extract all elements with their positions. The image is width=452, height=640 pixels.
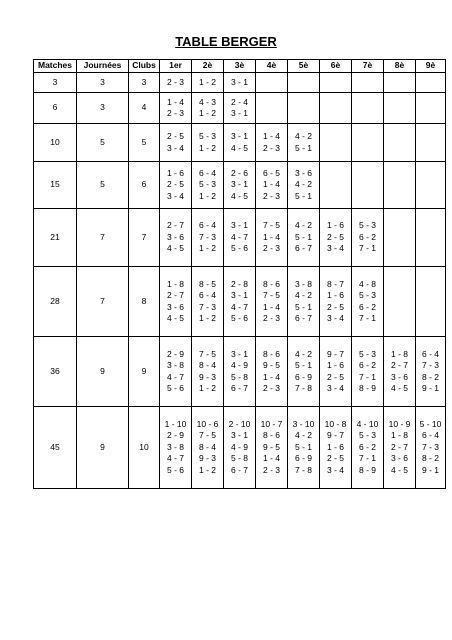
round-cell (288, 209, 320, 267)
round-cell (192, 124, 224, 162)
match-pairing: 4 - 5 (166, 243, 184, 254)
match-pairing: 5 - 1 (294, 360, 312, 370)
match-pairing: 8 - 9 (358, 464, 376, 475)
header-row (34, 60, 446, 73)
match-pairing: 6 - 9 (294, 371, 312, 382)
round-cell (416, 209, 446, 267)
round-cell (352, 337, 384, 407)
match-pairing: 5 - 6 (230, 243, 248, 254)
round-cell (256, 162, 288, 209)
match-pairing: 3 - 8 (166, 441, 184, 452)
matches-cell: 10 (34, 124, 77, 162)
match-pairing: 5 - 1 (294, 231, 312, 242)
match-pairing: 5 - 10 (419, 418, 442, 429)
match-pairing: 1 - 2 (198, 464, 216, 475)
clubs-cell: 3 (129, 73, 160, 93)
match-pairing: 9 - 5 (262, 360, 280, 370)
header-clubs: Clubs (129, 60, 160, 73)
matches-cell: 6 (34, 93, 77, 124)
journees-cell: 9 (77, 337, 129, 407)
match-pairing: 4 - 8 (358, 278, 376, 289)
clubs-cell: 10 (129, 407, 160, 489)
match-pairing: 7 - 5 (198, 430, 216, 441)
journees-cell: 7 (77, 209, 129, 267)
round-cell (160, 267, 192, 337)
table-row (34, 337, 446, 407)
match-pairing: 1 - 6 (166, 167, 184, 178)
round-cell (256, 407, 288, 489)
round-cell (320, 407, 352, 489)
match-pairing: 2 - 3 (262, 313, 280, 323)
header-round-2: 2è (192, 60, 224, 73)
match-pairing: 1 - 4 (262, 301, 280, 312)
match-pairing: 4 - 2 (294, 131, 312, 141)
round-cell (288, 337, 320, 407)
match-pairing: 2 - 3 (262, 464, 280, 475)
match-pairing: 7 - 3 (421, 360, 439, 370)
round-cell (416, 124, 446, 162)
matches-cell: 45 (34, 407, 77, 489)
round-cell (416, 93, 446, 124)
match-pairing: 7 - 3 (198, 231, 216, 242)
match-pairing: 3 - 1 (230, 220, 248, 231)
match-pairing: 5 - 3 (198, 131, 216, 141)
match-pairing: 6 - 2 (358, 231, 376, 242)
match-pairing: 7 - 1 (358, 243, 376, 254)
round-cell (320, 73, 352, 93)
match-pairing: 4 - 9 (230, 441, 248, 452)
round-cell (256, 124, 288, 162)
match-pairing: 10 - 8 (324, 418, 347, 429)
match-pairing: 5 - 8 (230, 371, 248, 382)
round-cell (352, 407, 384, 489)
match-pairing: 4 - 2 (294, 290, 312, 300)
round-cell (160, 407, 192, 489)
match-pairing: 7 - 1 (358, 371, 376, 382)
match-pairing: 1 - 4 (262, 179, 280, 190)
match-pairing: 1 - 8 (390, 348, 408, 359)
match-pairing: 2 - 3 (262, 243, 280, 254)
round-cell (288, 407, 320, 489)
match-pairing: 5 - 8 (230, 453, 248, 464)
round-cell (192, 337, 224, 407)
round-cell (384, 124, 416, 162)
match-pairing: 3 - 1 (230, 290, 248, 300)
round-cell (384, 407, 416, 489)
match-pairing: 1 - 2 (198, 313, 216, 323)
match-pairing: 4 - 5 (390, 464, 408, 475)
round-cell (288, 267, 320, 337)
match-pairing: 3 - 8 (166, 360, 184, 370)
match-pairing: 3 - 6 (294, 167, 312, 178)
match-pairing: 5 - 6 (166, 383, 184, 393)
match-pairing: 6 - 7 (230, 464, 248, 475)
round-cell (192, 267, 224, 337)
match-pairing: 1 - 4 (166, 96, 184, 107)
match-pairing: 6 - 4 (198, 167, 216, 178)
match-pairing: 6 - 4 (421, 348, 439, 359)
table-row (34, 93, 446, 124)
match-pairing: 1 - 6 (326, 220, 344, 231)
match-pairing: 2 - 3 (262, 383, 280, 393)
match-pairing: 4 - 5 (390, 383, 408, 393)
match-pairing: 2 - 5 (166, 179, 184, 190)
match-pairing: 3 - 10 (292, 418, 315, 429)
page-title: TABLE BERGER (175, 34, 277, 49)
round-cell (256, 337, 288, 407)
round-cell (352, 267, 384, 337)
round-cell (224, 93, 256, 124)
header-matches: Matches (34, 60, 77, 73)
match-pairing: 6 - 5 (262, 167, 280, 178)
match-pairing: 3 - 6 (390, 453, 408, 464)
match-pairing: 1 - 4 (262, 453, 280, 464)
match-pairing: 3 - 1 (230, 430, 248, 441)
match-pairing: 6 - 7 (230, 383, 248, 393)
match-pairing: 2 - 6 (230, 167, 248, 178)
matches-cell: 15 (34, 162, 77, 209)
round-cell (320, 267, 352, 337)
match-pairing: 4 - 9 (230, 360, 248, 370)
round-cell (352, 124, 384, 162)
match-pairing: 3 - 1 (230, 131, 248, 141)
match-pairing: 6 - 4 (198, 290, 216, 300)
match-pairing: 8 - 9 (358, 383, 376, 393)
round-cell (160, 93, 192, 124)
round-cell (416, 407, 446, 489)
match-pairing: 4 - 5 (230, 190, 248, 201)
round-cell (320, 124, 352, 162)
match-pairing: 2 - 10 (228, 418, 251, 429)
journees-cell: 9 (77, 407, 129, 489)
round-cell (288, 162, 320, 209)
match-pairing: 8 - 6 (262, 348, 280, 359)
match-pairing: 2 - 7 (166, 220, 184, 231)
match-pairing: 6 - 4 (198, 220, 216, 231)
round-cell (192, 209, 224, 267)
match-pairing: 2 - 9 (166, 430, 184, 441)
match-pairing: 5 - 6 (230, 313, 248, 323)
match-pairing: 5 - 3 (358, 220, 376, 231)
matches-cell: 21 (34, 209, 77, 267)
match-pairing: 1 - 2 (198, 383, 216, 393)
round-cell (224, 162, 256, 209)
match-pairing: 7 - 8 (294, 464, 312, 475)
clubs-cell: 7 (129, 209, 160, 267)
match-pairing: 1 - 2 (198, 76, 216, 87)
clubs-cell: 5 (129, 124, 160, 162)
round-cell (256, 267, 288, 337)
matches-cell: 3 (34, 73, 77, 93)
match-pairing: 4 - 2 (294, 430, 312, 441)
clubs-cell: 9 (129, 337, 160, 407)
match-pairing: 4 - 7 (166, 453, 184, 464)
match-pairing: 2 - 5 (326, 371, 344, 382)
match-pairing: 3 - 6 (390, 371, 408, 382)
table-body (34, 73, 446, 489)
match-pairing: 7 - 3 (421, 441, 439, 452)
match-pairing: 5 - 1 (294, 301, 312, 312)
match-pairing: 9 - 7 (326, 348, 344, 359)
match-pairing: 1 - 6 (326, 441, 344, 452)
match-pairing: 2 - 7 (166, 290, 184, 300)
clubs-cell: 6 (129, 162, 160, 209)
journees-cell: 3 (77, 93, 129, 124)
match-pairing: 2 - 9 (166, 348, 184, 359)
match-pairing: 1 - 2 (198, 108, 216, 118)
round-cell (416, 162, 446, 209)
round-cell (224, 337, 256, 407)
match-pairing: 2 - 7 (390, 360, 408, 370)
round-cell (352, 93, 384, 124)
round-cell (224, 73, 256, 93)
round-cell (320, 337, 352, 407)
match-pairing: 3 - 4 (326, 464, 344, 475)
journees-cell: 5 (77, 162, 129, 209)
match-pairing: 8 - 7 (326, 278, 344, 289)
round-cell (352, 73, 384, 93)
round-cell (352, 209, 384, 267)
match-pairing: 3 - 4 (326, 243, 344, 254)
round-cell (160, 337, 192, 407)
match-pairing: 4 - 7 (230, 231, 248, 242)
round-cell (160, 124, 192, 162)
match-pairing: 10 - 7 (260, 418, 283, 429)
match-pairing: 3 - 4 (326, 383, 344, 393)
match-pairing: 4 - 2 (294, 179, 312, 190)
match-pairing: 3 - 6 (166, 301, 184, 312)
journees-cell: 7 (77, 267, 129, 337)
match-pairing: 2 - 5 (326, 231, 344, 242)
match-pairing: 2 - 5 (166, 131, 184, 141)
round-cell (384, 267, 416, 337)
match-pairing: 1 - 4 (262, 231, 280, 242)
match-pairing: 9 - 1 (421, 383, 439, 393)
match-pairing: 5 - 1 (294, 142, 312, 153)
match-pairing: 1 - 10 (164, 418, 187, 429)
match-pairing: 2 - 4 (230, 96, 248, 107)
round-cell (384, 337, 416, 407)
round-cell (288, 93, 320, 124)
match-pairing: 2 - 7 (390, 441, 408, 452)
match-pairing: 3 - 4 (326, 313, 344, 323)
round-cell (288, 124, 320, 162)
round-cell (384, 73, 416, 93)
match-pairing: 4 - 3 (198, 96, 216, 107)
match-pairing: 7 - 5 (262, 290, 280, 300)
round-cell (320, 209, 352, 267)
header-round-5: 5è (288, 60, 320, 73)
journees-cell: 3 (77, 73, 129, 93)
match-pairing: 7 - 3 (198, 301, 216, 312)
match-pairing: 3 - 8 (294, 278, 312, 289)
round-cell (416, 73, 446, 93)
match-pairing: 3 - 4 (166, 190, 184, 201)
match-pairing: 7 - 5 (198, 348, 216, 359)
match-pairing: 7 - 5 (262, 220, 280, 231)
match-pairing: 8 - 6 (262, 278, 280, 289)
round-cell (288, 73, 320, 93)
round-cell (416, 267, 446, 337)
match-pairing: 5 - 3 (358, 430, 376, 441)
header-round-3: 3è (224, 60, 256, 73)
round-cell (320, 93, 352, 124)
match-pairing: 5 - 6 (166, 464, 184, 475)
match-pairing: 7 - 1 (358, 453, 376, 464)
round-cell (192, 162, 224, 209)
match-pairing: 3 - 4 (166, 142, 184, 153)
match-pairing: 1 - 2 (198, 142, 216, 153)
match-pairing: 5 - 1 (294, 441, 312, 452)
round-cell (224, 267, 256, 337)
match-pairing: 6 - 2 (358, 301, 376, 312)
match-pairing: 3 - 1 (230, 76, 248, 87)
round-cell (256, 93, 288, 124)
header-round-8: 8è (384, 60, 416, 73)
match-pairing: 1 - 8 (390, 430, 408, 441)
match-pairing: 2 - 5 (326, 301, 344, 312)
match-pairing: 10 - 6 (196, 418, 219, 429)
match-pairing: 2 - 8 (230, 278, 248, 289)
match-pairing: 1 - 4 (262, 131, 280, 141)
round-cell (384, 209, 416, 267)
match-pairing: 4 - 2 (294, 220, 312, 231)
match-pairing: 1 - 6 (326, 360, 344, 370)
match-pairing: 4 - 2 (294, 348, 312, 359)
match-pairing: 7 - 1 (358, 313, 376, 323)
round-cell (256, 209, 288, 267)
header-round-1: 1er (160, 60, 192, 73)
match-pairing: 6 - 4 (421, 430, 439, 441)
round-cell (224, 209, 256, 267)
match-pairing: 3 - 1 (230, 179, 248, 190)
table-row (34, 209, 446, 267)
table-row (34, 407, 446, 489)
round-cell (384, 93, 416, 124)
match-pairing: 9 - 3 (198, 371, 216, 382)
match-pairing: 3 - 1 (230, 348, 248, 359)
match-pairing: 8 - 2 (421, 453, 439, 464)
match-pairing: 2 - 3 (166, 108, 184, 118)
match-pairing: 5 - 3 (198, 179, 216, 190)
table-row (34, 124, 446, 162)
match-pairing: 1 - 2 (198, 190, 216, 201)
match-pairing: 4 - 5 (166, 313, 184, 323)
match-pairing: 3 - 1 (230, 108, 248, 118)
header-round-9: 9è (416, 60, 446, 73)
match-pairing: 2 - 3 (262, 142, 280, 153)
round-cell (160, 209, 192, 267)
match-pairing: 2 - 3 (262, 190, 280, 201)
table-row (34, 73, 446, 93)
match-pairing: 6 - 9 (294, 453, 312, 464)
header-round-6: 6è (320, 60, 352, 73)
match-pairing: 1 - 2 (198, 243, 216, 254)
berger-table (33, 59, 446, 489)
match-pairing: 6 - 7 (294, 243, 312, 254)
match-pairing: 6 - 2 (358, 441, 376, 452)
match-pairing: 10 - 9 (388, 418, 411, 429)
match-pairing: 2 - 3 (166, 76, 184, 87)
round-cell (320, 162, 352, 209)
match-pairing: 8 - 4 (198, 360, 216, 370)
match-pairing: 9 - 3 (198, 453, 216, 464)
match-pairing: 8 - 4 (198, 441, 216, 452)
match-pairing: 3 - 6 (166, 231, 184, 242)
round-cell (192, 73, 224, 93)
match-pairing: 4 - 7 (230, 301, 248, 312)
match-pairing: 8 - 6 (262, 430, 280, 441)
round-cell (192, 407, 224, 489)
matches-cell: 36 (34, 337, 77, 407)
match-pairing: 5 - 1 (294, 190, 312, 201)
match-pairing: 5 - 3 (358, 348, 376, 359)
table-row (34, 162, 446, 209)
round-cell (160, 73, 192, 93)
header-round-4: 4è (256, 60, 288, 73)
match-pairing: 5 - 3 (358, 290, 376, 300)
round-cell (192, 93, 224, 124)
match-pairing: 6 - 2 (358, 360, 376, 370)
header-journees: Journées (77, 60, 129, 73)
round-cell (224, 407, 256, 489)
round-cell (256, 73, 288, 93)
table-row (34, 267, 446, 337)
round-cell (160, 162, 192, 209)
match-pairing: 1 - 6 (326, 290, 344, 300)
round-cell (384, 162, 416, 209)
match-pairing: 1 - 8 (166, 278, 184, 289)
header-round-7: 7è (352, 60, 384, 73)
round-cell (416, 337, 446, 407)
match-pairing: 4 - 10 (356, 418, 379, 429)
match-pairing: 9 - 5 (262, 441, 280, 452)
journees-cell: 5 (77, 124, 129, 162)
match-pairing: 8 - 2 (421, 371, 439, 382)
clubs-cell: 8 (129, 267, 160, 337)
round-cell (224, 124, 256, 162)
match-pairing: 4 - 7 (166, 371, 184, 382)
clubs-cell: 4 (129, 93, 160, 124)
match-pairing: 9 - 7 (326, 430, 344, 441)
match-pairing: 8 - 5 (198, 278, 216, 289)
match-pairing: 9 - 1 (421, 464, 439, 475)
round-cell (352, 162, 384, 209)
match-pairing: 7 - 8 (294, 383, 312, 393)
match-pairing: 4 - 5 (230, 142, 248, 153)
matches-cell: 28 (34, 267, 77, 337)
match-pairing: 6 - 7 (294, 313, 312, 323)
match-pairing: 1 - 4 (262, 371, 280, 382)
match-pairing: 2 - 5 (326, 453, 344, 464)
